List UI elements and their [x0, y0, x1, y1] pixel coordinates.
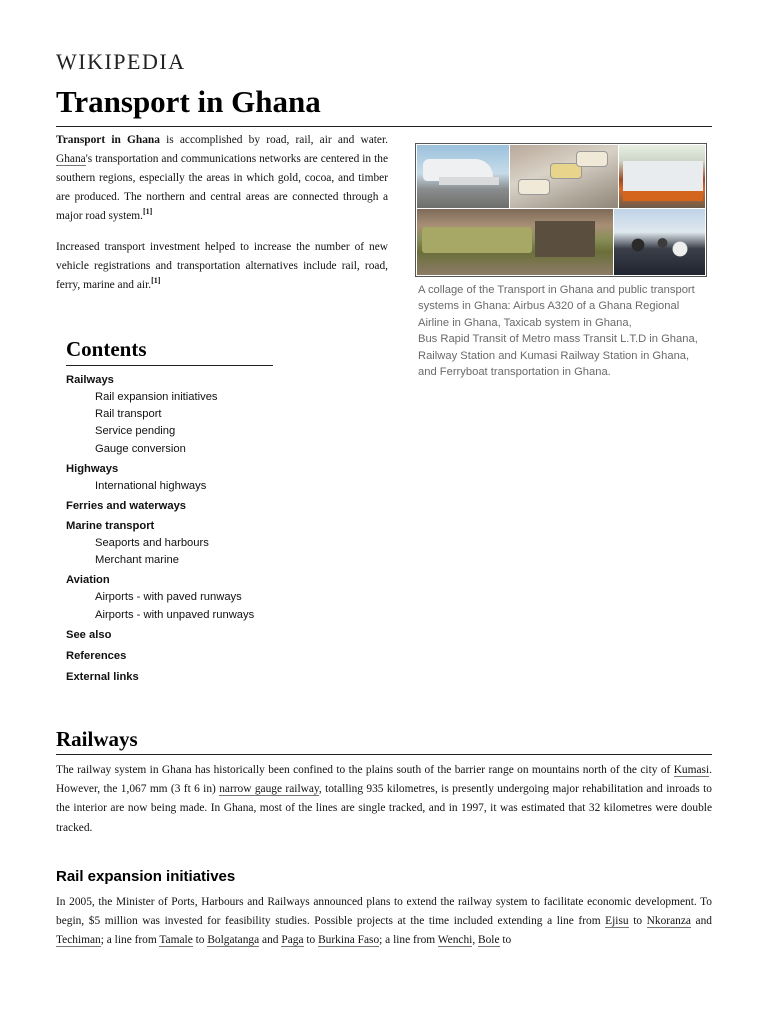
toc-subitem[interactable]: Airports - with paved runways	[95, 591, 242, 604]
toc-section	[66, 573, 276, 623]
link-wenchi[interactable]: Wenchi	[437, 934, 473, 947]
table-of-contents	[66, 337, 276, 688]
railway-station-photo	[417, 209, 613, 275]
body-text: ; a line from	[379, 934, 438, 947]
toc-section	[66, 373, 276, 458]
toc-subitem[interactable]: Service pending	[95, 425, 176, 438]
toc-item-aviation[interactable]: Aviation	[66, 574, 110, 587]
body-text: to	[303, 934, 319, 947]
body-text: to	[628, 915, 647, 928]
taxicab-photo	[510, 145, 618, 208]
link-ejisu[interactable]: Ejisu	[605, 915, 629, 928]
toc-subitem[interactable]: International highways	[95, 479, 207, 492]
link-burkina-faso[interactable]: Burkina Faso	[318, 934, 380, 947]
toc-item-external-links[interactable]: External links	[66, 670, 139, 683]
intro-text: Increased transport investment helped to increase the number of new vehicle registrations and transportation alternatives include rail, road, ferry, marine and air.	[56, 241, 388, 291]
toc-item-references[interactable]: References	[66, 649, 127, 662]
toc-item-highways[interactable]: Highways	[66, 462, 119, 475]
toc-subitem[interactable]: Airports - with unpaved runways	[95, 608, 255, 621]
bus-photo	[619, 145, 705, 208]
airplane-photo	[417, 145, 509, 208]
body-text: ,	[472, 934, 479, 947]
toc-section	[66, 499, 276, 513]
toc-section	[66, 670, 276, 684]
body-text: to	[192, 934, 208, 947]
link-ghana[interactable]: Ghana	[56, 153, 86, 165]
subsection-heading-rail-expansion: Rail expansion initiatives	[56, 868, 236, 885]
ferryboat-photo	[614, 209, 705, 275]
toc-item-see-also[interactable]: See also	[66, 628, 112, 641]
toc-subitem[interactable]: Gauge conversion	[95, 442, 186, 455]
title-divider	[56, 126, 712, 127]
toc-item-marine-transport[interactable]: Marine transport	[66, 520, 155, 533]
intro-text: 's transportation and communications networks are centered in the southern regions, especially the areas in which gold, cocoa, and timber are produced. The northern and central areas are connected through a major road system.	[56, 153, 388, 222]
link-techiman[interactable]: Techiman	[56, 934, 101, 947]
toc-list	[66, 373, 276, 684]
toc-subitem[interactable]: Rail expansion initiatives	[95, 391, 218, 403]
link-kumasi[interactable]: Kumasi	[673, 764, 710, 776]
body-text: In 2005, the Minister of Ports, Harbours and Railways announced plans to extend the railway system to facilitate economic development. To begin, $5 million was invested for feasibility studies. Possible projects at the time included extending a line from	[56, 896, 712, 928]
link-bole[interactable]: Bole	[478, 934, 500, 947]
toc-item-ferries[interactable]: Ferries and waterways	[66, 500, 187, 513]
toc-section	[66, 628, 276, 642]
transport-collage-image[interactable]	[415, 143, 707, 277]
toc-section	[66, 462, 276, 495]
wikipedia-wordmark[interactable]: WIKIPEDIA	[56, 49, 186, 74]
page-title: Transport in Ghana	[56, 84, 321, 119]
link-paga[interactable]: Paga	[281, 934, 304, 947]
body-text: . However, the 1,067 mm (3 ft 6 in)	[56, 764, 712, 796]
link-tamale[interactable]: Tamale	[159, 934, 193, 947]
collage-figure	[415, 143, 707, 380]
caption-line: Bus Rapid Transit of Metro mass Transit L.T.D in Ghana, Railway Station and Kumasi Railway Station in Ghana, and Ferryboat transportation in Ghana.	[418, 333, 698, 379]
rail-expansion-paragraph	[56, 893, 712, 951]
toc-subitem[interactable]: Merchant marine	[95, 554, 179, 567]
body-text: , totalling 935 kilometres, is presently undergoing major rehabilitation and inroads to the interior are now being made. In Ghana, most of the lines are single tracked, and in 1997, it was estimated that 32 kilometres were double tracked.	[56, 783, 712, 834]
toc-subitem[interactable]: Seaports and harbours	[95, 537, 209, 550]
railways-paragraph	[56, 761, 712, 838]
reference-link[interactable]: [1]	[143, 207, 153, 216]
body-text: The railway system in Ghana has historically been confined to the plains south of the barrier range on mountains north of the city of	[56, 764, 674, 776]
body-text: ; a line from	[100, 934, 160, 947]
body-text: and	[690, 915, 713, 928]
body-text: and	[259, 934, 282, 947]
link-nkoranza[interactable]: Nkoranza	[646, 915, 691, 928]
toc-item-railways[interactable]: Railways	[66, 374, 114, 386]
figure-caption	[418, 282, 702, 380]
intro-paragraph-1	[56, 131, 388, 226]
toc-section	[66, 519, 276, 569]
toc-section	[66, 649, 276, 663]
intro-text: is accomplished by road, rail, air and water.	[159, 134, 389, 146]
link-bolgatanga[interactable]: Bolgatanga	[207, 934, 260, 947]
intro-bold-term: Transport in Ghana	[56, 134, 160, 146]
link-narrow-gauge-railway[interactable]: narrow gauge railway	[219, 783, 319, 796]
toc-subitem[interactable]: Rail transport	[95, 408, 162, 421]
reference-link[interactable]: [1]	[151, 276, 161, 285]
toc-title: Contents	[66, 337, 273, 366]
intro-section	[56, 131, 388, 307]
section-divider	[56, 754, 712, 755]
caption-line: A collage of the Transport in Ghana and public transport systems in Ghana: Airbus A320 of a Ghana Regional Airline in Ghana, Taxicab system in Ghana,	[418, 284, 695, 329]
section-heading-railways: Railways	[56, 727, 138, 751]
body-text: to	[499, 934, 512, 947]
intro-paragraph-2	[56, 238, 388, 295]
